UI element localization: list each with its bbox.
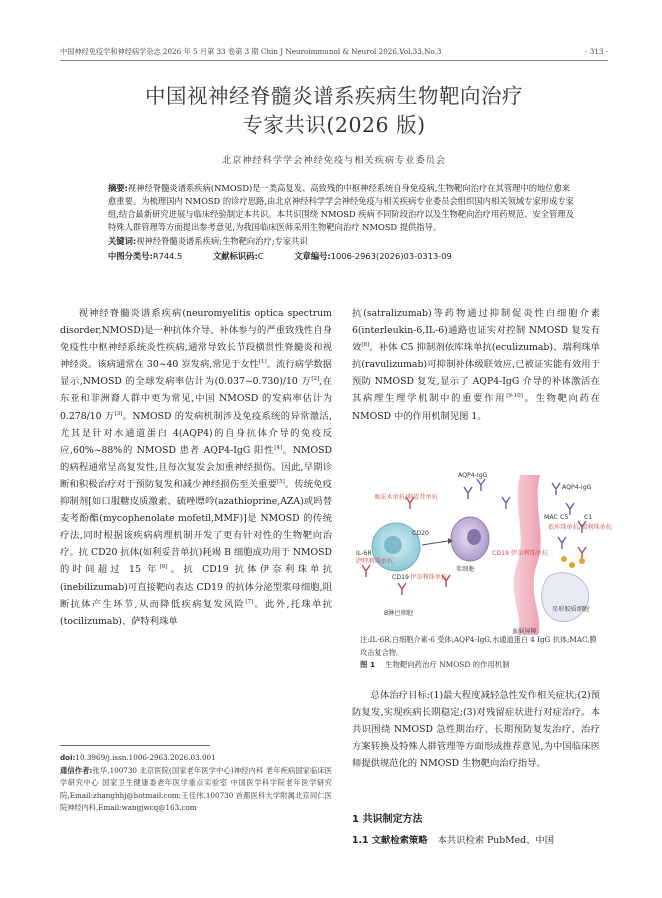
running-header	[60, 47, 608, 57]
label-cd19: CD19	[392, 574, 409, 581]
keywords	[108, 235, 578, 248]
label-anti-cd20: 奥法木单抗/利妥昔单抗	[374, 494, 438, 501]
label-b-cell: B淋巴细胞	[384, 610, 413, 617]
figure-caption-text: 生物靶向药治疗 NMOSD 的作用机制	[385, 660, 510, 669]
label-bbb: 血脑屏障	[512, 628, 537, 635]
subsection-number: 1.1	[352, 835, 369, 846]
ref-1[interactable]: [1]	[258, 359, 267, 366]
label-c5: C5	[560, 514, 569, 521]
article-title	[60, 82, 608, 140]
label-c1: C1	[584, 514, 593, 521]
doi-value[interactable]: 10.3969/j.issn.1006-2963.2026.03.001	[75, 753, 216, 762]
author-group: 北京神经科学学会神经免疫与相关疾病专业委员会	[221, 155, 447, 166]
title-line-1: 中国视神经脊髓炎谱系疾病生物靶向治疗	[145, 84, 523, 108]
ref-6[interactable]: [6]	[159, 564, 168, 571]
article-no-value: 1006-2963(2026)03-0313-09	[330, 251, 452, 262]
subsection-title: 文献检索策略	[371, 835, 428, 846]
ref-5[interactable]: [5]	[277, 478, 285, 485]
treatment-goals-paragraph: 总体治疗目标:(1)最大程度减轻急性发作相关症状;(2)预防复发,实现疾病长期稳定;(3)对残留症状进行对症治疗。本共识围绕 NMOSD 急性期治疗、长期预防复发治疗、治疗方案转换及特殊人群管理等方面形成推荐意见,为中国临床医师提供规范化的 NMOSD 生物靶向治疗指导。	[352, 690, 600, 770]
label-cd19-drug-2: CD19 伊奈利珠单抗	[492, 550, 549, 557]
label-cd20: CD20	[412, 530, 429, 537]
corresponding-author-text: 张华,100730 北京医院(国家老年医学中心)神经内科 老年疾病国家临床医学研究中心 国家卫生健康委老年医学重点实验室 中国医学科学院老年医学研究院,Email:zhanghhj@hotmail.com;王佳伟,100730 首都医科大学附属北京同仁医院神经内科,Email:wangjwcq@163.com	[60, 765, 332, 812]
plasma-cell	[451, 517, 489, 561]
keywords-label: 关键词:	[108, 236, 137, 247]
body-column-left	[60, 305, 332, 630]
doi-line	[60, 752, 332, 765]
page-number: · 313 ·	[585, 47, 608, 56]
running-title: 中国神经免疫学和神经病学杂志 2026 年 5 月第 33 卷第 3 期 Chin J Neuroimmunol & Neurol 2026,Vol.33,No.3	[60, 47, 442, 56]
doc-code-label: 文献标识码:	[212, 251, 258, 262]
corresponding-author-label: 通信作者:	[60, 765, 93, 775]
intro-continuation: 抗(satralizumab)等药物通过抑制促炎性白细胞介素 6(interleukin-6,IL-6)通路也证实对控制 NMOSD 复发有效[8]。补体 C5 抑制剂依库珠单抗(eculizumab)、瑞利珠单抗(ravulizumab)可抑制补体级联效应,已被证实能有效用于预防 NMOSD 复发,显示了 AQP4-IgG 介导的补体激活在其病理生理学机制中的重要作用[9-10]。生物靶向药在 NMOSD 中的作用机制见图 1。	[352, 308, 600, 422]
ref-3[interactable]: [3]	[114, 410, 123, 417]
ref-2[interactable]: [2]	[311, 376, 320, 383]
figure-note: 注:IL-6R,白细胞介素-6 受体;AQP4-IgG,水通道蛋白 4 IgG 抗体;MAC,膜攻击复合物。	[360, 635, 597, 657]
corresponding-author	[60, 765, 332, 815]
article-no-label: 文章编号:	[294, 251, 331, 262]
body-column-right	[352, 305, 600, 425]
keywords-text: 视神经脊髓炎谱系疾病;生物靶向治疗;专家共识	[136, 236, 308, 247]
footnote-rule	[60, 745, 210, 746]
header-rule	[60, 60, 608, 61]
clc-label: 中图分类号:	[108, 251, 153, 262]
doc-code-value: C	[257, 251, 264, 262]
mechanism-illustration	[352, 467, 612, 637]
section-heading-1: 1 共识制定方法	[352, 814, 423, 825]
label-il6r: IL-6R	[356, 550, 372, 557]
doi-label: doi:	[60, 753, 76, 762]
title-line-2: 专家共识(2026 版)	[242, 113, 426, 137]
abstract-text: 视神经脊髓炎谱系疾病(NMOSD)是一类高复发、高致残的中枢神经系统自身免疫病,生物靶向治疗在其管理中的地位愈来愈重要。为梳理国内 NMOSD 的诊疗思路,由北京神经科学学会神经免疫与相关疾病专业委员会组织国内相关领域专家形成专家组,结合最新研究进展与临床经验制定本共识。本共识围绕 NMOSD 疾病不同阶段治疗以及生物靶向治疗用药规范、安全管理及特殊人群管理等方面提出参考意见,为我国临床医师采用生物靶向治疗 NMOSD 提供指导。	[108, 183, 574, 233]
subsection-text: 本共识检索 PubMed、中国	[437, 835, 555, 846]
ref-4[interactable]: [4]	[274, 444, 282, 451]
abstract-label: 摘要:	[108, 183, 128, 193]
label-c5-drug: 依库珠单抗/瑞利珠单抗	[548, 524, 612, 531]
label-plasma-cell: 浆细胞	[456, 566, 475, 573]
classification-line	[108, 250, 578, 263]
label-aqp4-igg-top: AQP4-IgG	[458, 472, 488, 479]
ref-9-10[interactable]: [9-10]	[506, 393, 523, 400]
figure-caption-label: 图 1	[360, 660, 376, 669]
label-cd19-drug: 伊奈利珠单抗	[410, 574, 448, 581]
footnote	[60, 752, 332, 815]
label-il6r-drug: 萨特利珠单抗	[356, 558, 394, 565]
section-heading-1-1	[352, 832, 600, 846]
label-astrocyte: 星形胶质细胞	[552, 606, 590, 613]
ref-7[interactable]: [7]	[245, 598, 254, 605]
ref-8[interactable]: [8]	[361, 342, 370, 349]
figure-caption	[360, 659, 598, 670]
clc-value: R744.5	[152, 251, 183, 262]
abstract	[108, 182, 578, 234]
label-mac: MAC	[544, 514, 558, 521]
figure-1-mechanism-diagram	[352, 467, 612, 637]
label-aqp4-igg-right: AQP4-IgG	[562, 484, 592, 491]
abstract-block	[108, 182, 578, 264]
intro-paragraph: 视神经脊髓炎谱系疾病(neuromyelitis optica spectrum disorder,NMOSD)是一种抗体介导、补体参与的严重致残性自身免疫性中枢神经系统炎性疾病,通常导致长节段横贯性脊髓炎和视神经炎。该病通常在 30~40 岁发病,常见于女性[1]。流行病学数据显示,NMOSD 的全球发病率估计为(0.037~0.730)/10 万[2],在东亚和非洲裔人群中更为常见,中国 NMOSD 的发病率估计为 0.278/10 万[3]。NMOSD 的发病机制涉及免疫系统的异常激活,尤其是针对水通道蛋白 4(AQP4)的自身抗体介导的免疫反应,60%~88%的 NMOSD 患者 AQP4-IgG 阳性[4]。NMOSD 的病程通常呈高复发性,且每次复发会加重神经损伤。因此,早期诊断和积极治疗对于预防复发和减少神经损伤至关重要[5]。传统免疫抑制剂[如口服糖皮质激素、硫唑嘌呤(azathioprine,AZA)或吗替麦考酚酯(mycophenolate mofetil,MMF)]是 NMOSD 的传统疗法,同时根据该疾病病理机制开发了更有针对性的生物靶向治疗。抗 CD20 抗体(如利妥昔单抗)耗竭 B 细胞成功用于 NMOSD 的时间超过 15 年[6]。抗 CD19 抗体伊奈利珠单抗(inebilizumab)可直接靶向表达 CD19 的抗体分泌型浆母细胞,阻断抗体产生环节,从而降低疾病复发风险[7]。此外,托珠单抗(tocilizumab)、萨特利珠单	[60, 308, 332, 627]
